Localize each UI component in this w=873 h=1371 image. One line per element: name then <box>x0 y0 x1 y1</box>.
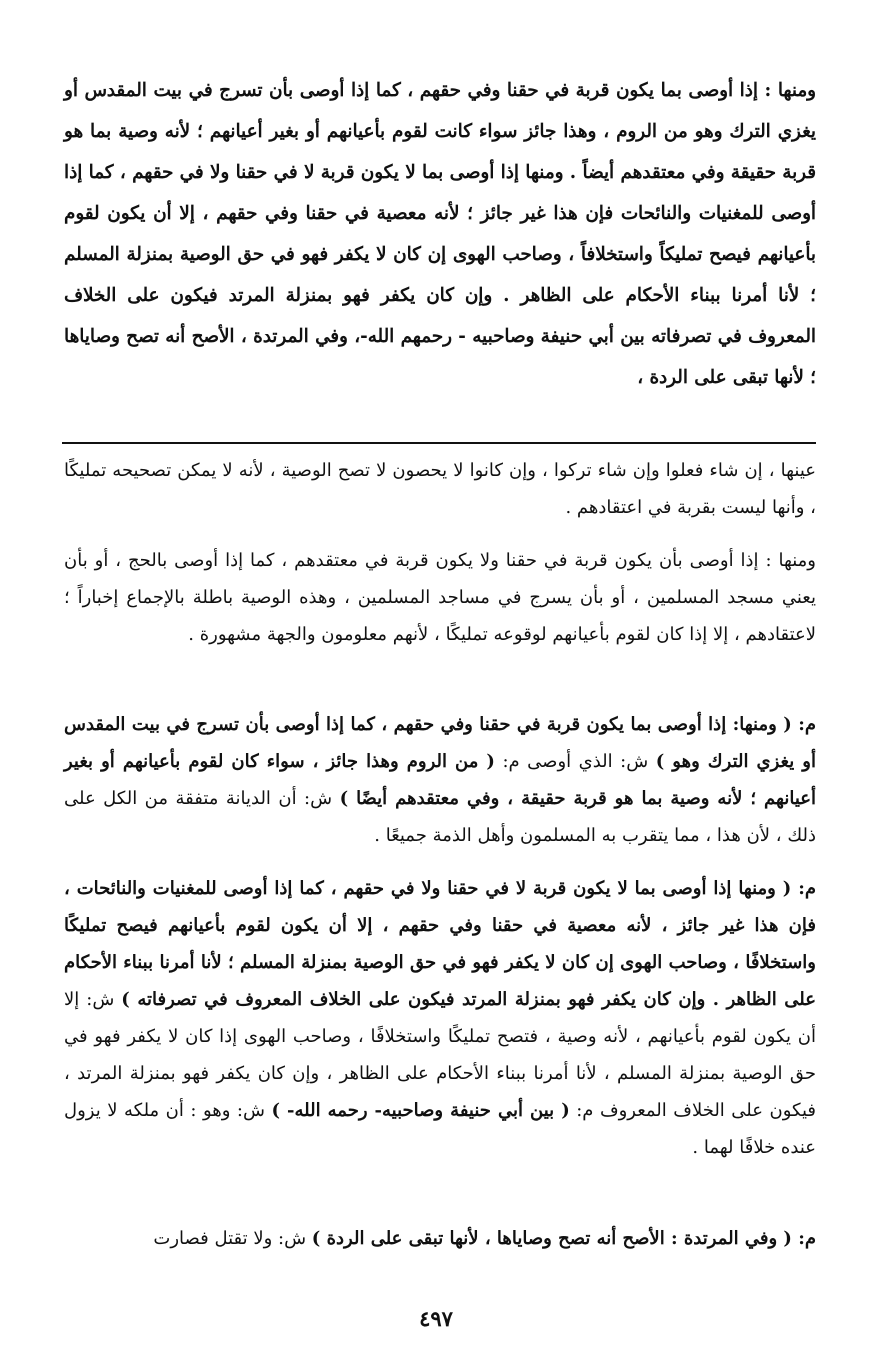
commentary-paragraph-1 <box>64 706 816 854</box>
sharh-text: ش: ولا تقتل فصارت <box>153 1228 312 1249</box>
page-number: ٤٩٧ <box>419 1306 453 1331</box>
sharh-text: ش: أن الديانة متفقة من الكل على ذلك ، لأن هذا ، مما يتقرب به المسلمون وأهل الذمة جميعًا . <box>64 788 816 846</box>
sharh-text: ش: الذي أوصى م: <box>494 751 656 772</box>
matn-quote: ( من الروم وهذا جائز ، سواء كان لقوم بأعيانهم أو بغير أعيانهم ؛ لأنه وصية بما هو قربة حقيقة ، وفي معتقدهم أيضًا ) <box>64 751 817 809</box>
matn-quote: م: ( ومنها إذا أوصى بما لا يكون قربة لا في حقنا ولا في حقهم ، كما إذا أوصى للمغنيات والنائحات ، فإن هذا غير جائز ، لأنه معصية في حقنا وفي حقهم ، إلا أن يكون لقوم بأعيانهم فيصح تمليكًا واستخلافًا ، وصاحب الهوى إن كان لا يكفر فهو في حق الوصية بمنزلة المسلم ؛ لأنا أمرنا ببناء الأحكام على الظاهر . وإن كان يكفر فهو بمنزلة المرتد فيكون على الخلاف المعروف في تصرفاته ) <box>64 878 816 1010</box>
main-text: ومنها : إذا أوصى بما يكون قربة في حقنا وفي حقهم ، كما إذا أوصى بأن تسرج في بيت المقدس أو يغزي الترك وهو من الروم ، وهذا جائز سواء كانت لقوم بأعيانهم أو بغير أعيانهم ؛ لأنه وصية بما هو قربة حقيقة وفي معتقدهم أيضاً . ومنها إذا أوصى بما لا يكون قربة لا في حقنا ولا في حقهم ، كما إذا أوصى للمغنيات والنائحات فإن هذا غير جائز ؛ لأنه معصية في حقنا وفي حقهم ، إلا أن يكون لقوم بأعيانهم فيصح تمليكاً واستخلافاً ، وصاحب الهوى إن كان لا يكفر فهو في حق الوصية بمنزلة المسلم ؛ لأنا أمرنا ببناء الأحكام على الظاهر . وإن كان يكفر فهو بمنزلة المرتد فيكون على الخلاف المعروف في تصرفاته بين أبي حنيفة وصاحبيه - رحمهم الله-، وفي المرتدة ، الأصح أنه تصح وصاياها ؛ لأنها تبقى على الردة ، <box>64 80 816 388</box>
commentary-paragraph-3 <box>64 1220 816 1257</box>
matn-quote: م: ( ومنها: إذا أوصى بما يكون قربة في حقنا وفي حقهم ، كما إذا أوصى بأن تسرج في بيت المقدس أو يغزي الترك وهو ) <box>64 714 816 772</box>
footnote-paragraph-2: ومنها : إذا أوصى بأن يكون قربة في حقنا ولا يكون قربة في معتقدهم ، كما إذا أوصى بالحج ، أو بأن يعني مسجد المسلمين ، أو بأن يسرج في مساجد المسلمين ، وهذه الوصية باطلة بالإجماع إخباراً ؛ لاعتقادهم ، إلا إذا كان لقوم بأعيانهم لوقوعه تمليكًا ، لأنهم معلومون والجهة مشهورة . <box>64 550 817 645</box>
sharh-text: ش: وهو : أن ملكه لا يزول عنده خلافًا لهما . <box>64 1100 816 1158</box>
footnote-paragraph-1: عينها ، إن شاء فعلوا وإن شاء تركوا ، وإن كانوا لا يحصون لا تصح الوصية ، لأنه لا يمكن تصحيحه تمليكًا ، وأنها ليست بقربة في اعتقادهم . <box>64 460 816 518</box>
matn-quote: م: ( وفي المرتدة : الأصح أنه تصح وصاياها ، لأنها تبقى على الردة ) <box>311 1228 816 1249</box>
footnote-divider <box>62 442 816 444</box>
commentary-paragraph-2 <box>64 870 816 1166</box>
matn-quote: ( بين أبي حنيفة وصاحبيه- رحمه الله- ) <box>271 1100 570 1121</box>
sharh-text: ش: إلا أن يكون لقوم بأعيانهم ، لأنه وصية ، فتصح تمليكًا واستخلافًا ، وصاحب الهوى إذا كان لا يكفر فهو في حق الوصية بمنزلة المسلم ، لأنا أمرنا ببناء الأحكام على الظاهر ، وإن كان يكفر فهو بمنزلة المرتد ، فيكون على الخلاف المعروف م: <box>64 989 816 1121</box>
